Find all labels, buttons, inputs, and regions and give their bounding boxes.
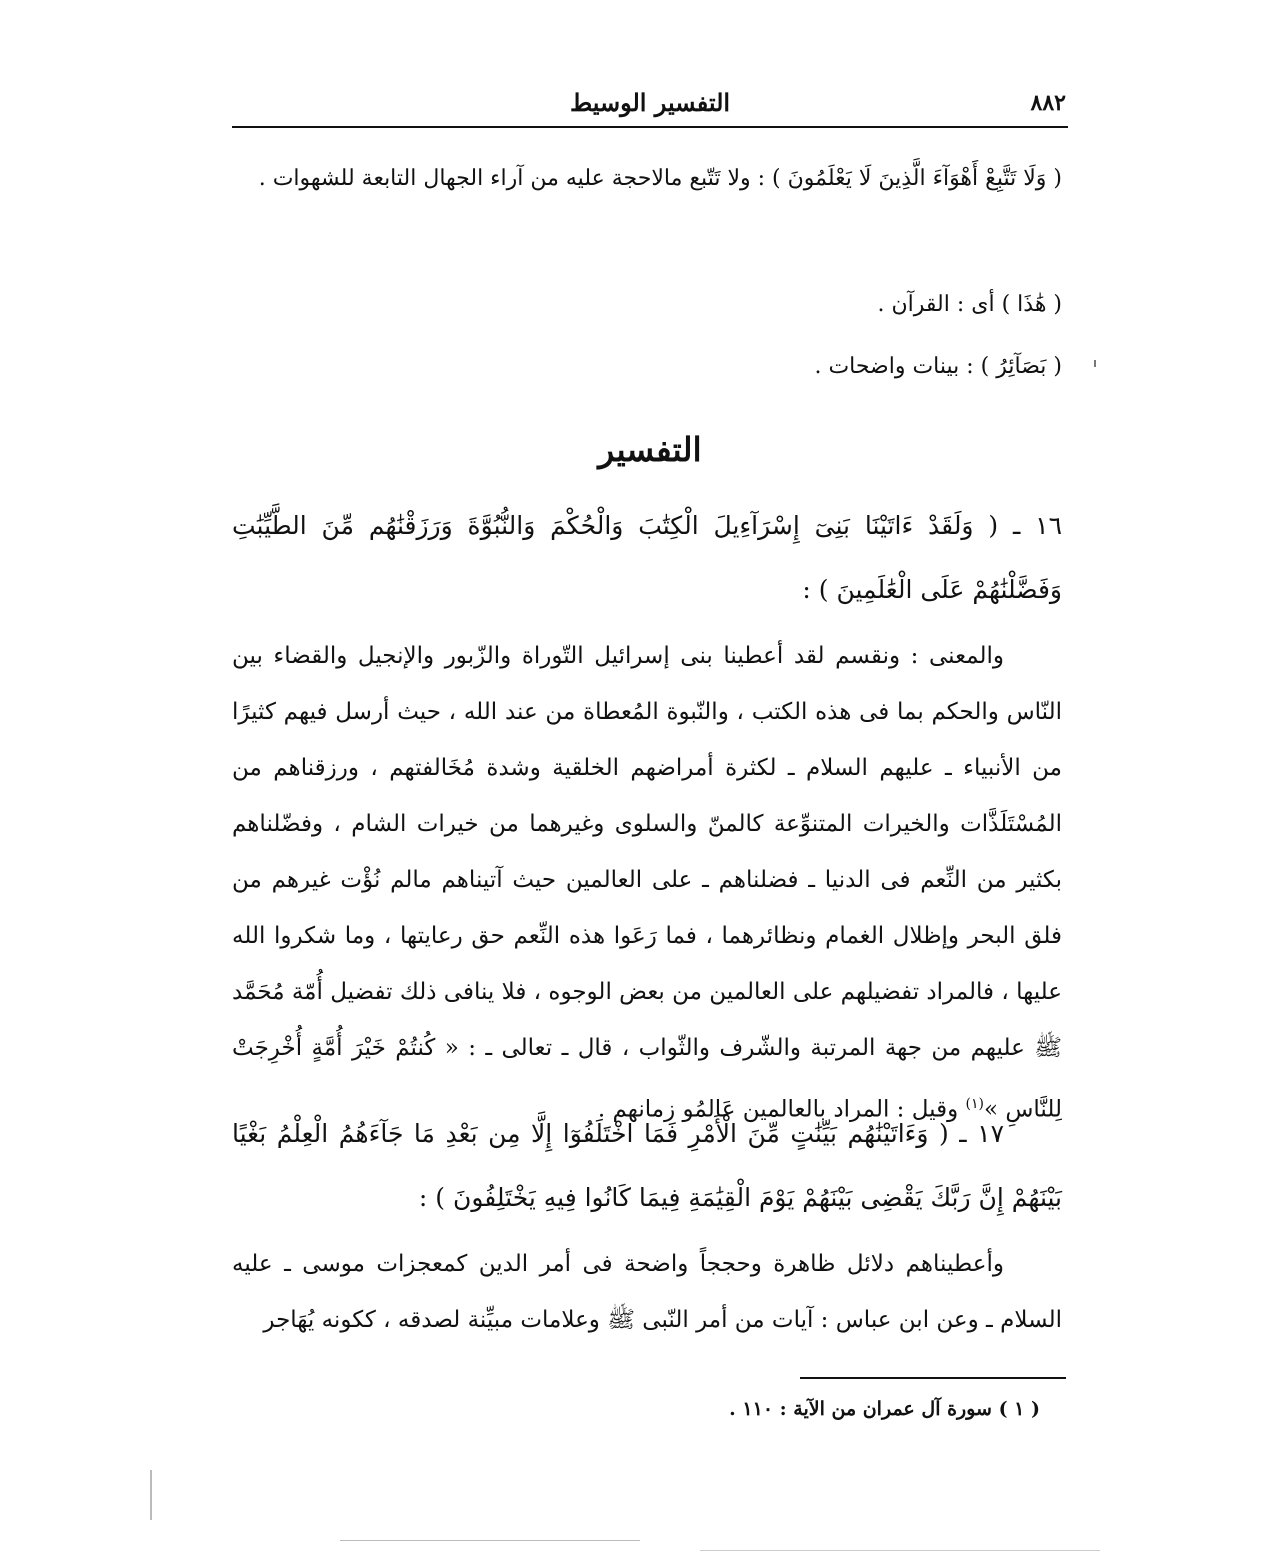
scan-speck — [700, 1550, 1100, 1551]
page-number: ٨٨٢ — [1030, 90, 1066, 116]
scan-speck — [150, 1470, 152, 1520]
scan-speck — [1094, 360, 1096, 367]
running-title: التفسير الوسيط — [569, 88, 731, 117]
commentary-16-tail: وقيل : المراد بالعالمين عَالمُو زمانهم . — [597, 1096, 966, 1123]
verse-17: ١٧ ـ ( وَءَاتَيْنَٰهُم بَيِّنَٰتٍ مِّنَ الْأَمْرِ فَمَا اخْتَلَفُوٓا إِلَّا مِن بَعْدِ مَا جَآءَهُمُ الْعِلْمُ بَغْيًا بَيْنَهُمْ إِنَّ رَبَّكَ يَقْضِى بَيْنَهُمْ يَوْمَ الْقِيَٰمَةِ فِيمَا كَانُوا فِيهِ يَخْتَلِفُونَ ) : — [232, 1119, 1062, 1212]
gloss-follow-whims: ( وَلَا تَتَّبِعْ أَهْوَآءَ الَّذِينَ لَا يَعْلَمُونَ ) : ولا تَتّبع مالاحجة عليه من آراء الجهال التابعة للشهوات . — [258, 166, 1062, 191]
commentary-17: وأعطيناهم دلائل ظاهرة وحججاً واضحة فى أمر الدين كمعجزات موسى ـ عليه السلام ـ وعن ابن عباس : آيات من أمر النّبى ﷺ وعلامات مبيِّنة لصدقه ، ككونه يُهَاجر — [232, 1251, 1062, 1333]
footnote-rule — [800, 1377, 1066, 1379]
commentary-16-text: والمعنى : ونقسم لقد أعطينا بنى إسرائيل التّوراة والزّبور والإنجيل والقضاء بين النّاس والحكم بما فى هذه الكتب ، والنّبوة المُعطاة من عند الله ، حيث أرسل فيهم كثيرًا من الأنبياء ـ عليهم السلام ـ لكثرة أمراضهم الخلقية وشدة مُخَالفتهم ، ورزقناهم من المُسْتَلَذَّات والخيرات المتنوِّعة كالمنّ والسلوى وغيرهما من خيرات الشام ، وفضّلناهم بكثير من النِّعم فى الدنيا ـ فضلناهم ـ على العالمين حيث آتيناهم مالم نُؤْت غيرهم من فلق البحر وإظلال الغمام ونظائرهما ، فما رَعَوا هذه النِّعم حق رعايتها ، وما شكروا الله عليها ، فالمراد تفضيلهم على العالمين من بعض الوجوه ، فلا ينافى ذلك تفضيل أُمّة مُحَمَّد ﷺ عليهم من جهة المرتبة والشّرف والثّواب ، قال ـ تعالى ـ : « كُنتُمْ خَيْرَ أُمَّةٍ أُخْرِجَتْ لِلنَّاسِ » — [232, 643, 1062, 1123]
verse-16: ١٦ ـ ( وَلَقَدْ ءَاتَيْنَا بَنِىٓ إِسْرَآءِيلَ الْكِتَٰبَ وَالْحُكْمَ وَالنُّبُوَّةَ وَرَزَقْنَٰهُم مِّنَ الطَّيِّبَٰتِ وَفَضَّلْنَٰهُمْ عَلَى الْعَٰلَمِينَ ) : — [232, 511, 1062, 604]
gloss-basair: ( بَصَآئِرُ ) : بينات واضحات . — [814, 354, 1062, 379]
commentary-16 — [232, 628, 1062, 1138]
section-title: التفسير — [598, 430, 702, 469]
footnote-reference[interactable]: (١) — [965, 1096, 984, 1112]
gloss-hadha: ( هَٰذَا ) أى : القرآن . — [877, 292, 1062, 317]
header-rule — [232, 126, 1068, 128]
scan-speck — [340, 1540, 640, 1541]
footnote: ( ١ ) سورة آل عمران من الآية : ١١٠ . — [729, 1398, 1040, 1420]
page-header — [232, 80, 1068, 124]
